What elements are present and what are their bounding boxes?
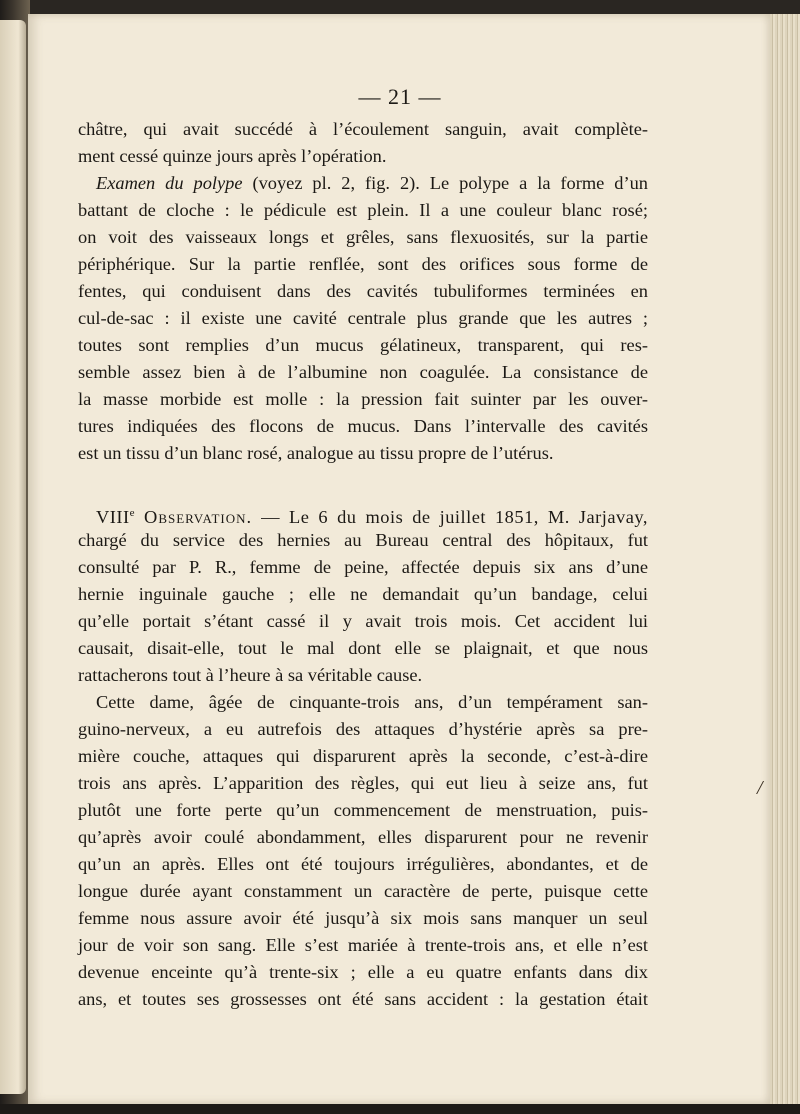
left-page-edge (0, 20, 26, 1094)
page-edges (770, 14, 800, 1104)
text-line: hernie inguinale gauche ; elle ne demandait qu’un bandage, celui (78, 584, 648, 604)
text-line: on voit des vaisseaux longs et grêles, sans flexuosités, sur la partie (78, 227, 648, 247)
text-line: qu’elle portait s’étant cassé il y avait trois mois. Cet accident lui (78, 611, 648, 631)
text-line: ans, et toutes ses grossesses ont été sans accident : la gestation était (78, 989, 648, 1009)
text-run: (voyez pl. 2, fig. 2). Le polype a la forme d’un (242, 173, 648, 193)
text-line: devenue enceinte qu’à trente-six ; elle a eu quatre enfants dans dix (78, 962, 648, 982)
text-line (78, 170, 648, 197)
text-line: chargé du service des hernies au Bureau central des hôpitaux, fut (78, 530, 648, 550)
text-line: plutôt une forte perte qu’un commencement de menstruation, puis- (78, 800, 648, 820)
text-line (78, 500, 648, 527)
text-line: mière couche, attaques qui disparurent après la seconde, c’est-à-dire (78, 746, 648, 766)
text-line: la masse morbide est molle : la pression fait suinter par les ouver- (78, 389, 648, 409)
text-line: ment cessé quinze jours après l’opération. (78, 146, 387, 166)
text-line: causait, disait-elle, tout le mal dont elle se plaignait, et que nous (78, 638, 648, 658)
text-run: — Le 6 du mois de juillet 1851, M. Jarjavay, (252, 507, 648, 528)
text-line: tures indiquées des flocons de mucus. Dans l’intervalle des cavités (78, 416, 648, 436)
body-text (78, 116, 648, 1013)
text-line: cul-de-sac : il existe une cavité centrale plus grande que les autres ; (78, 308, 648, 328)
text-line: Cette dame, âgée de cinquante-trois ans, d’un tempérament san- (96, 692, 648, 712)
paragraph-gap (78, 467, 648, 500)
text-line: battant de cloche : le pédicule est plein. Il a une couleur blanc rosé; (78, 200, 648, 220)
text-line: longue durée ayant constamment un caractère de perte, puisque cette (78, 881, 648, 901)
text-line: rattacherons tout à l’heure à sa véritable cause. (78, 665, 423, 685)
text-line: qu’après avoir coulé abondamment, elles disparurent pour ne revenir (78, 827, 648, 847)
text-line: trois ans après. L’apparition des règles, qui eut lieu à seize ans, fut (78, 773, 648, 793)
text-line: toutes sont remplies d’un mucus gélatineux, transparent, qui res- (78, 335, 648, 355)
observation-heading: Observation. (144, 507, 253, 528)
text-line: femme nous assure avoir été jusqu’à six mois sans manquer un seul (78, 908, 648, 928)
text-line: guino-nerveux, a eu autrefois des attaques d’hystérie après sa pre- (78, 719, 648, 739)
bottom-shadow (0, 1104, 800, 1114)
observation-numeral-sup: e (129, 507, 136, 519)
text-line: fentes, qui conduisent dans des cavités tubuliformes terminées en (78, 281, 648, 301)
text-line: jour de voir son sang. Elle s’est mariée à trente-trois ans, et elle n’est (78, 935, 648, 955)
text-line: consulté par P. R., femme de peine, affectée depuis six ans d’une (78, 557, 648, 577)
section-title: Examen du polype (96, 173, 243, 193)
observation-numeral: VIII (96, 507, 130, 528)
margin-mark: / (757, 777, 763, 799)
text-line: semble assez bien à de l’albumine non coagulée. La consistance de (78, 362, 648, 382)
text-line: châtre, qui avait succédé à l’écoulement sanguin, avait complète- (78, 119, 648, 139)
text-line: périphérique. Sur la partie renflée, sont des orifices sous forme de (78, 254, 648, 274)
page-number: — 21 — (358, 84, 442, 109)
text-line: qu’un an après. Elles ont été toujours irrégulières, abondantes, et de (78, 854, 648, 874)
text-line: est un tissu d’un blanc rosé, analogue au tissu propre de l’utérus. (78, 443, 554, 463)
